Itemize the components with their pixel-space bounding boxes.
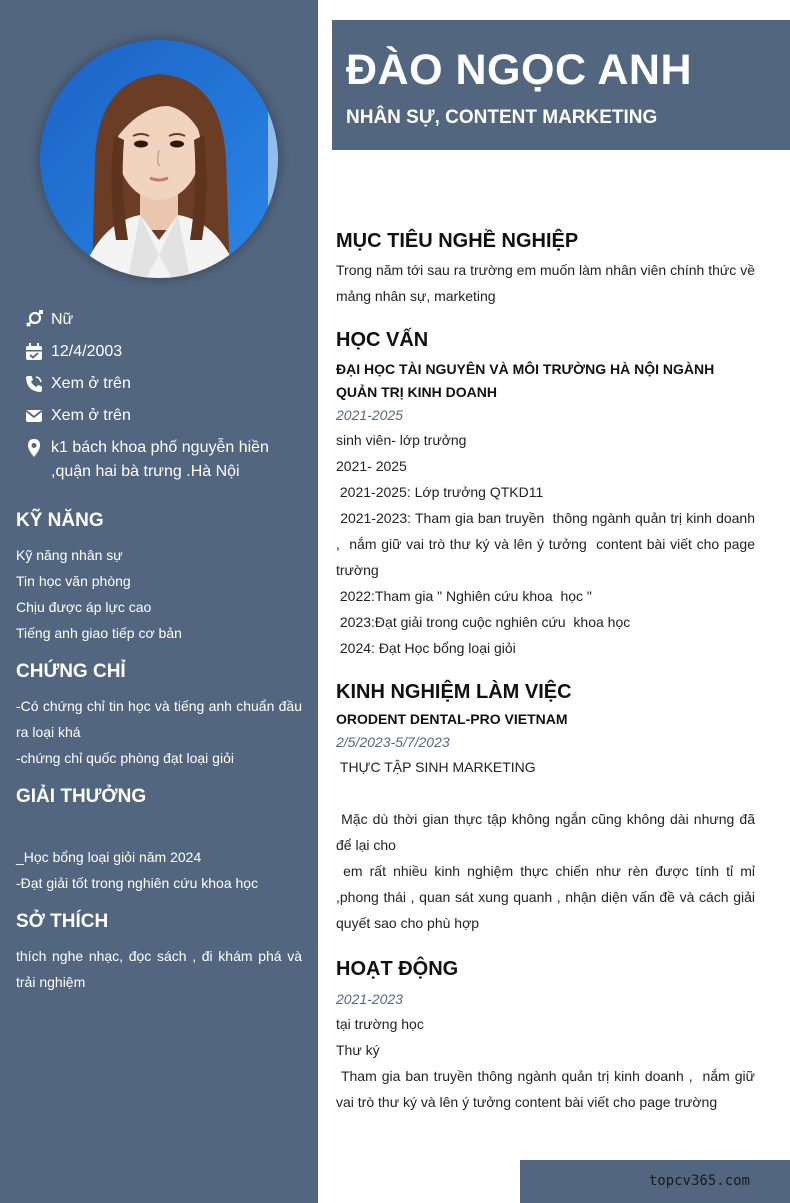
experience-position: THỰC TẬP SINH MARKETING <box>336 759 536 775</box>
education-title: HỌC VẤN <box>336 329 429 351</box>
activities-date: 2021-2023 <box>336 991 403 1007</box>
activities-description: Tham gia ban truyền thông ngành quản trị kinh doanh , nắm giữ vai trò thư ký và lên ý tưởng content bài viết cho page trường <box>336 1068 759 1110</box>
avatar <box>40 40 278 278</box>
sidebar <box>0 0 318 1203</box>
experience-section <box>336 679 759 936</box>
contact-email <box>24 404 304 428</box>
education-line: 2023:Đạt giải trong cuộc nghiên cứu khoa học <box>336 614 631 630</box>
hobbies-section <box>16 909 302 995</box>
skill-item: Tiếng anh giao tiếp cơ bản <box>16 625 182 641</box>
awards-section <box>16 784 302 896</box>
activities-section <box>336 956 759 1115</box>
contact-gender <box>24 308 304 332</box>
education-line: 2021-2023: Tham gia ban truyền thông ngành quản trị kinh doanh , nắm giữ vai trò thư ký và lên ý tưởng content bài viết cho page trường <box>336 510 759 578</box>
hobbies-text: thích nghe nhạc, đọc sách , đi khám phá và trải nghiệm <box>16 948 302 990</box>
experience-description: em rất nhiều kinh nghiệm thực chiến như rèn được tính tỉ mỉ ,phong thái , quan sát xung quanh , nhận diện vấn đề và cách giải quyết sao cho phù hợp <box>336 863 759 931</box>
objective-text: Trong năm tới sau ra trường em muốn làm nhân viên chính thức về mảng nhân sự, marketing <box>336 262 755 304</box>
skills-title: KỸ NĂNG <box>16 510 104 531</box>
certificates-section <box>16 659 302 771</box>
activities-place: tại trường học <box>336 1016 424 1032</box>
education-line: sinh viên- lớp trưởng <box>336 432 467 448</box>
award-item: _Học bổng loại giỏi năm 2024 <box>16 849 202 865</box>
birthday-text: 12/4/2003 <box>51 343 123 360</box>
location-pin-icon <box>24 438 44 458</box>
certificate-item: -Có chứng chỉ tin học và tiếng anh chuẩn đầu ra loại khá <box>16 698 302 740</box>
education-section <box>336 327 759 661</box>
hobbies-title: SỞ THÍCH <box>16 911 109 932</box>
contact-birthday <box>24 340 304 364</box>
skills-section <box>16 508 302 646</box>
candidate-name: ĐÀO NGỌC ANH <box>346 46 693 94</box>
certificate-item: -chứng chỉ quốc phòng đạt loại giỏi <box>16 750 234 766</box>
site-watermark: topcv365.com <box>648 1173 750 1189</box>
email-text: Xem ở trên <box>51 407 131 424</box>
gender-text: Nữ <box>51 311 74 328</box>
mail-icon <box>24 406 44 426</box>
education-date: 2021-2025 <box>336 407 403 423</box>
address-text: k1 bách khoa phố nguyễn hiền ,quận hai bà trưng .Hà Nội <box>51 439 269 480</box>
experience-description: Mặc dù thời gian thực tập không ngắn cũng không dài nhưng đã để lại cho <box>336 811 759 853</box>
phone-icon <box>24 374 44 394</box>
company-name: ORODENT DENTAL-PRO VIETNAM <box>336 711 568 727</box>
contact-phone <box>24 372 304 396</box>
education-line: 2022:Tham gia " Nghiên cứu khoa học " <box>336 588 592 604</box>
education-line: 2021- 2025 <box>336 458 407 474</box>
skill-item: Chịu được áp lực cao <box>16 599 152 615</box>
activities-role: Thư ký <box>336 1042 380 1058</box>
activities-title: HOẠT ĐỘNG <box>336 958 459 980</box>
award-item: -Đạt giải tốt trong nghiên cứu khoa học <box>16 875 259 891</box>
gender-icon <box>24 310 44 330</box>
contact-info <box>24 308 304 492</box>
job-title: NHÂN SỰ, CONTENT MARKETING <box>346 107 658 128</box>
phone-text: Xem ở trên <box>51 375 131 392</box>
skill-item: Tin học văn phòng <box>16 573 131 589</box>
objective-title: MỤC TIÊU NGHỀ NGHIỆP <box>336 230 579 252</box>
school-name: ĐẠI HỌC TÀI NGUYÊN VÀ MÔI TRƯỜNG HÀ NỘI NGÀNH QUẢN TRỊ KINH DOANH <box>336 361 715 400</box>
skill-item: Kỹ năng nhân sự <box>16 547 123 563</box>
objective-section <box>336 228 755 309</box>
education-line: 2021-2025: Lớp trưởng QTKD11 <box>336 484 544 500</box>
experience-title: KINH NGHIỆM LÀM VIỆC <box>336 681 572 703</box>
education-line: 2024: Đạt Học bổng loại giỏi <box>336 640 516 656</box>
name-header <box>332 20 790 150</box>
profile-photo <box>40 40 278 278</box>
awards-title: GIẢI THƯỞNG <box>16 786 147 807</box>
footer-bar <box>520 1160 790 1203</box>
calendar-icon <box>24 342 44 362</box>
certificates-title: CHỨNG CHỈ <box>16 661 126 682</box>
contact-address <box>24 436 304 484</box>
experience-date: 2/5/2023-5/7/2023 <box>336 734 450 750</box>
